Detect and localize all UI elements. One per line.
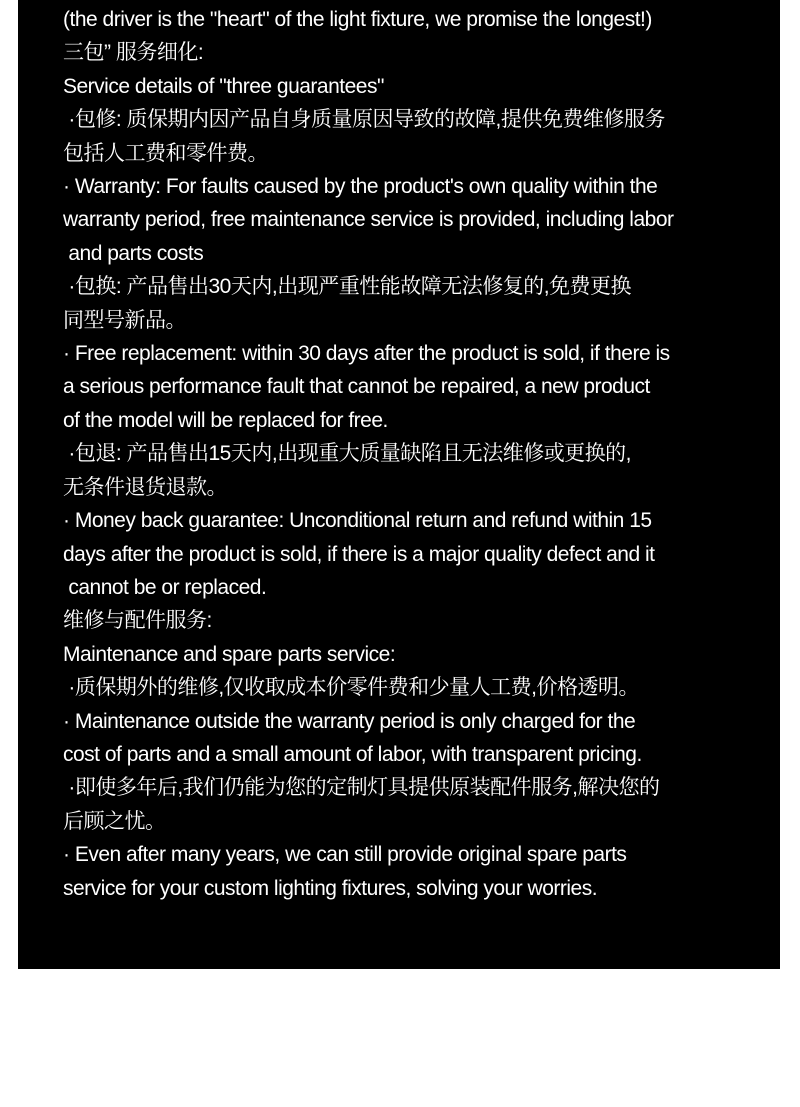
text-line-replacement-zh-1: ·包换: 产品售出30天内,出现严重性能故障无法修复的,免费更换 bbox=[63, 275, 632, 299]
text-line-replacement-en-1: · Free replacement: within 30 days after the product is sold, if there is bbox=[63, 342, 670, 366]
text-line-warranty-zh-2: 包括人工费和零件费。 bbox=[63, 141, 268, 165]
text-line-driver-promise: (the driver is the "heart" of the light fixture, we promise the longest!) bbox=[63, 8, 652, 31]
text-line-refund-en-1: · Money back guarantee: Unconditional return and refund within 15 bbox=[63, 509, 652, 533]
text-line-maintenance-heading-en: Maintenance and spare parts service: bbox=[63, 642, 396, 666]
text-line-maintenance-en-1: · Maintenance outside the warranty period is only charged for the bbox=[63, 709, 636, 733]
text-line-spare-parts-zh-2: 后顾之忧。 bbox=[63, 809, 166, 833]
text-line-spare-parts-en-1: · Even after many years, we can still provide original spare parts bbox=[63, 843, 627, 867]
text-line-three-guarantees-zh: 三包” 服务细化: bbox=[63, 41, 204, 65]
text-line-refund-zh-2: 无条件退货退款。 bbox=[63, 475, 227, 499]
text-line-warranty-en-2: warranty period, free maintenance service is provided, including labor bbox=[63, 208, 674, 232]
text-line-warranty-en-1: · Warranty: For faults caused by the product's own quality within the bbox=[63, 175, 658, 199]
text-line-warranty-zh-1: ·包修: 质保期内因产品自身质量原因导致的故障,提供免费维修服务 bbox=[63, 108, 665, 132]
text-line-three-guarantees-en: Service details of "three guarantees" bbox=[63, 74, 384, 98]
text-line-maintenance-heading-zh: 维修与配件服务: bbox=[63, 609, 212, 633]
service-description-panel bbox=[18, 0, 780, 969]
text-line-replacement-en-3: of the model will be replaced for free. bbox=[63, 408, 388, 432]
text-line-replacement-en-2: a serious performance fault that cannot be repaired, a new product bbox=[63, 375, 650, 399]
text-line-refund-en-3: cannot be or replaced. bbox=[63, 575, 267, 599]
text-line-spare-parts-en-2: service for your custom lighting fixtures, solving your worries. bbox=[63, 876, 598, 900]
text-line-maintenance-en-2: cost of parts and a small amount of labor, with transparent pricing. bbox=[63, 742, 642, 766]
text-line-maintenance-zh-1: ·质保期外的维修,仅收取成本价零件费和少量人工费,价格透明。 bbox=[63, 676, 639, 700]
text-line-spare-parts-zh-1: ·即使多年后,我们仍能为您的定制灯具提供原装配件服务,解决您的 bbox=[63, 776, 660, 800]
text-line-warranty-en-3: and parts costs bbox=[63, 241, 204, 265]
text-line-refund-en-2: days after the product is sold, if there is a major quality defect and it bbox=[63, 542, 655, 566]
text-line-refund-zh-1: ·包退: 产品售出15天内,出现重大质量缺陷且无法维修或更换的, bbox=[63, 442, 632, 466]
text-line-replacement-zh-2: 同型号新品。 bbox=[63, 308, 186, 332]
